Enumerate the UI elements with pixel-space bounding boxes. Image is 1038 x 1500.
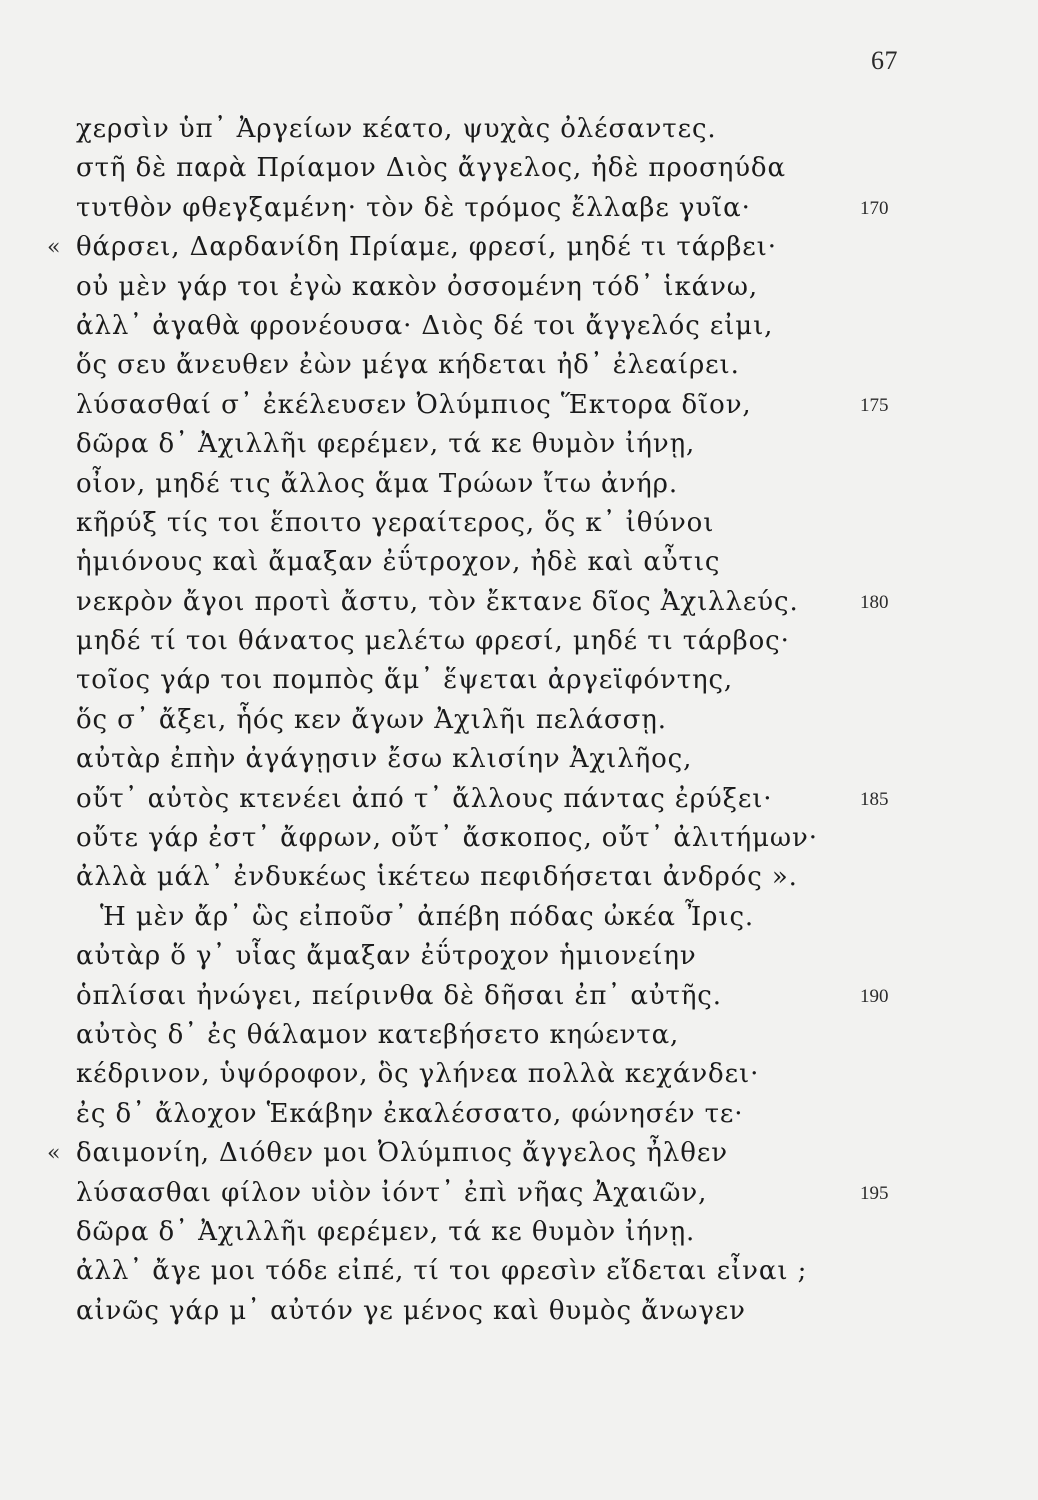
verse-text: οὐ μὲν γάρ τοι ἐγὼ κακὸν ὀσσομένη τόδ᾽ ἱκάνω, xyxy=(76,271,759,302)
verse-line xyxy=(0,1292,1038,1331)
verse-line xyxy=(0,1252,1038,1291)
verse-line xyxy=(0,543,1038,582)
verse-line xyxy=(0,740,1038,779)
verse-text: λύσασθαι φίλον υἱὸν ἰόντ᾽ ἐπὶ νῆας Ἀχαιῶν, xyxy=(76,1177,708,1208)
verse-line xyxy=(0,977,1038,1016)
verse-text: ἀλλ᾽ ἀγαθὰ φρονέουσα· Διὸς δέ τοι ἄγγελός εἰμι, xyxy=(76,310,774,341)
verse-line xyxy=(0,1095,1038,1134)
verse-line xyxy=(0,425,1038,464)
verse-line xyxy=(0,346,1038,385)
opening-quote-mark: « xyxy=(47,235,61,261)
line-number: 190 xyxy=(860,985,889,1007)
verse-text: δῶρα δ᾽ Ἀχιλλῆι φερέμεν, τά κε θυμὸν ἰήνῃ, xyxy=(76,429,696,460)
verse-line xyxy=(0,780,1038,819)
verse-text: τοῖος γάρ τοι πομπὸς ἅμ᾽ ἕψεται ἀργεϊφόντης, xyxy=(76,665,734,696)
verse-line xyxy=(0,465,1038,504)
verse-text: οἶον, μηδέ τις ἄλλος ἅμα Τρώων ἴτω ἀνήρ. xyxy=(76,468,679,499)
verse-line xyxy=(0,268,1038,307)
verse-text: ἀλλ᾽ ἄγε μοι τόδε εἰπέ, τί τοι φρεσὶν εἴδεται εἶναι ; xyxy=(76,1256,808,1287)
verse-line xyxy=(0,898,1038,937)
verse-text: αἰνῶς γάρ μ᾽ αὐτόν γε μένος καὶ θυμὸς ἄνωγεν xyxy=(76,1295,746,1326)
verse-text: ὁπλίσαι ἠνώγει, πείρινθα δὲ δῆσαι ἐπ᾽ αὐτῆς. xyxy=(76,980,722,1011)
poem-text-block xyxy=(0,110,1038,1331)
verse-line xyxy=(0,149,1038,188)
verse-text: δαιμονίη, Διόθεν μοι Ὀλύμπιος ἄγγελος ἦλθεν xyxy=(76,1138,728,1169)
verse-text: αὐτὰρ ἐπὴν ἀγάγῃσιν ἔσω κλισίην Ἀχιλῆος, xyxy=(76,744,693,775)
verse-text: δῶρα δ᾽ Ἀχιλλῆι φερέμεν, τά κε θυμὸν ἰήνῃ. xyxy=(76,1216,696,1247)
opening-quote-mark: « xyxy=(47,1141,61,1167)
verse-text: οὔτε γάρ ἐστ᾽ ἄφρων, οὔτ᾽ ἄσκοπος, οὔτ᾽ ἀλιτήμων· xyxy=(76,823,818,854)
verse-text: ἐς δ᾽ ἄλοχον Ἑκάβην ἐκαλέσσατο, φώνησέν τε· xyxy=(76,1098,744,1129)
page-number: 67 xyxy=(871,46,898,75)
verse-line xyxy=(0,583,1038,622)
verse-text: ὅς σευ ἄνευθεν ἐὼν μέγα κήδεται ἠδ᾽ ἐλεαίρει. xyxy=(76,350,740,381)
verse-line xyxy=(0,189,1038,228)
verse-text: κέδρινον, ὑψόροφον, ὃς γλήνεα πολλὰ κεχάνδει· xyxy=(76,1059,760,1090)
verse-text: ὅς σ᾽ ἄξει, ἧός κεν ἄγων Ἀχιλῆι πελάσσῃ. xyxy=(76,704,667,735)
verse-text: χερσὶν ὑπ᾽ Ἀργείων κέατο, ψυχὰς ὀλέσαντες. xyxy=(76,114,717,144)
verse-line xyxy=(0,1134,1038,1173)
verse-text: στῆ δὲ παρὰ Πρίαμον Διὸς ἄγγελος, ἠδὲ προσηύδα xyxy=(76,153,786,184)
verse-line xyxy=(0,1213,1038,1252)
verse-line xyxy=(0,819,1038,858)
verse-text: οὔτ᾽ αὐτὸς κτενέει ἀπό τ᾽ ἄλλους πάντας ἐρύξει· xyxy=(76,783,773,814)
verse-line xyxy=(0,622,1038,661)
line-number: 170 xyxy=(860,197,889,219)
verse-text: νεκρὸν ἄγοι προτὶ ἄστυ, τὸν ἔκτανε δῖος Ἀχιλλεύς. xyxy=(76,586,799,617)
verse-line xyxy=(0,937,1038,976)
verse-line xyxy=(0,1055,1038,1094)
verse-text: Ἡ μὲν ἄρ᾽ ὣς εἰποῦσ᾽ ἀπέβη πόδας ὠκέα Ἶρις. xyxy=(100,901,755,932)
verse-text: θάρσει, Δαρδανίδη Πρίαμε, φρεσί, μηδέ τι τάρβει· xyxy=(76,232,777,263)
verse-line xyxy=(0,661,1038,700)
verse-text: αὐτὰρ ὅ γ᾽ υἷας ἄμαξαν ἐΰτροχον ἡμιονείην xyxy=(76,941,697,972)
line-number: 180 xyxy=(860,591,889,613)
verse-line xyxy=(0,1016,1038,1055)
verse-text: λύσασθαί σ᾽ ἐκέλευσεν Ὀλύμπιος Ἕκτορα δῖον, xyxy=(76,389,752,420)
line-number: 175 xyxy=(860,394,889,416)
verse-line xyxy=(0,701,1038,740)
verse-line xyxy=(0,307,1038,346)
line-number: 185 xyxy=(860,788,889,810)
verse-text: τυτθὸν φθεγξαμένη· τὸν δὲ τρόμος ἔλλαβε γυῖα· xyxy=(76,192,751,223)
verse-text: ἡμιόνους καὶ ἄμαξαν ἐΰτροχον, ἠδὲ καὶ αὖτις xyxy=(76,547,721,578)
verse-line xyxy=(0,1174,1038,1213)
verse-text: ἀλλὰ μάλ᾽ ἐνδυκέως ἱκέτεω πεφιδήσεται ἀνδρός ». xyxy=(76,862,798,893)
verse-line xyxy=(0,110,1038,149)
line-number: 195 xyxy=(860,1182,889,1204)
verse-text: κῆρύξ τίς τοι ἕποιτο γεραίτερος, ὅς κ᾽ ἰθύνοι xyxy=(76,507,715,538)
verse-line xyxy=(0,386,1038,425)
verse-line xyxy=(0,504,1038,543)
verse-line xyxy=(0,858,1038,897)
verse-text: μηδέ τί τοι θάνατος μελέτω φρεσί, μηδέ τι τάρβος· xyxy=(76,626,790,657)
verse-text: αὐτὸς δ᾽ ἐς θάλαμον κατεβήσετο κηώεντα, xyxy=(76,1019,680,1050)
verse-line xyxy=(0,228,1038,267)
